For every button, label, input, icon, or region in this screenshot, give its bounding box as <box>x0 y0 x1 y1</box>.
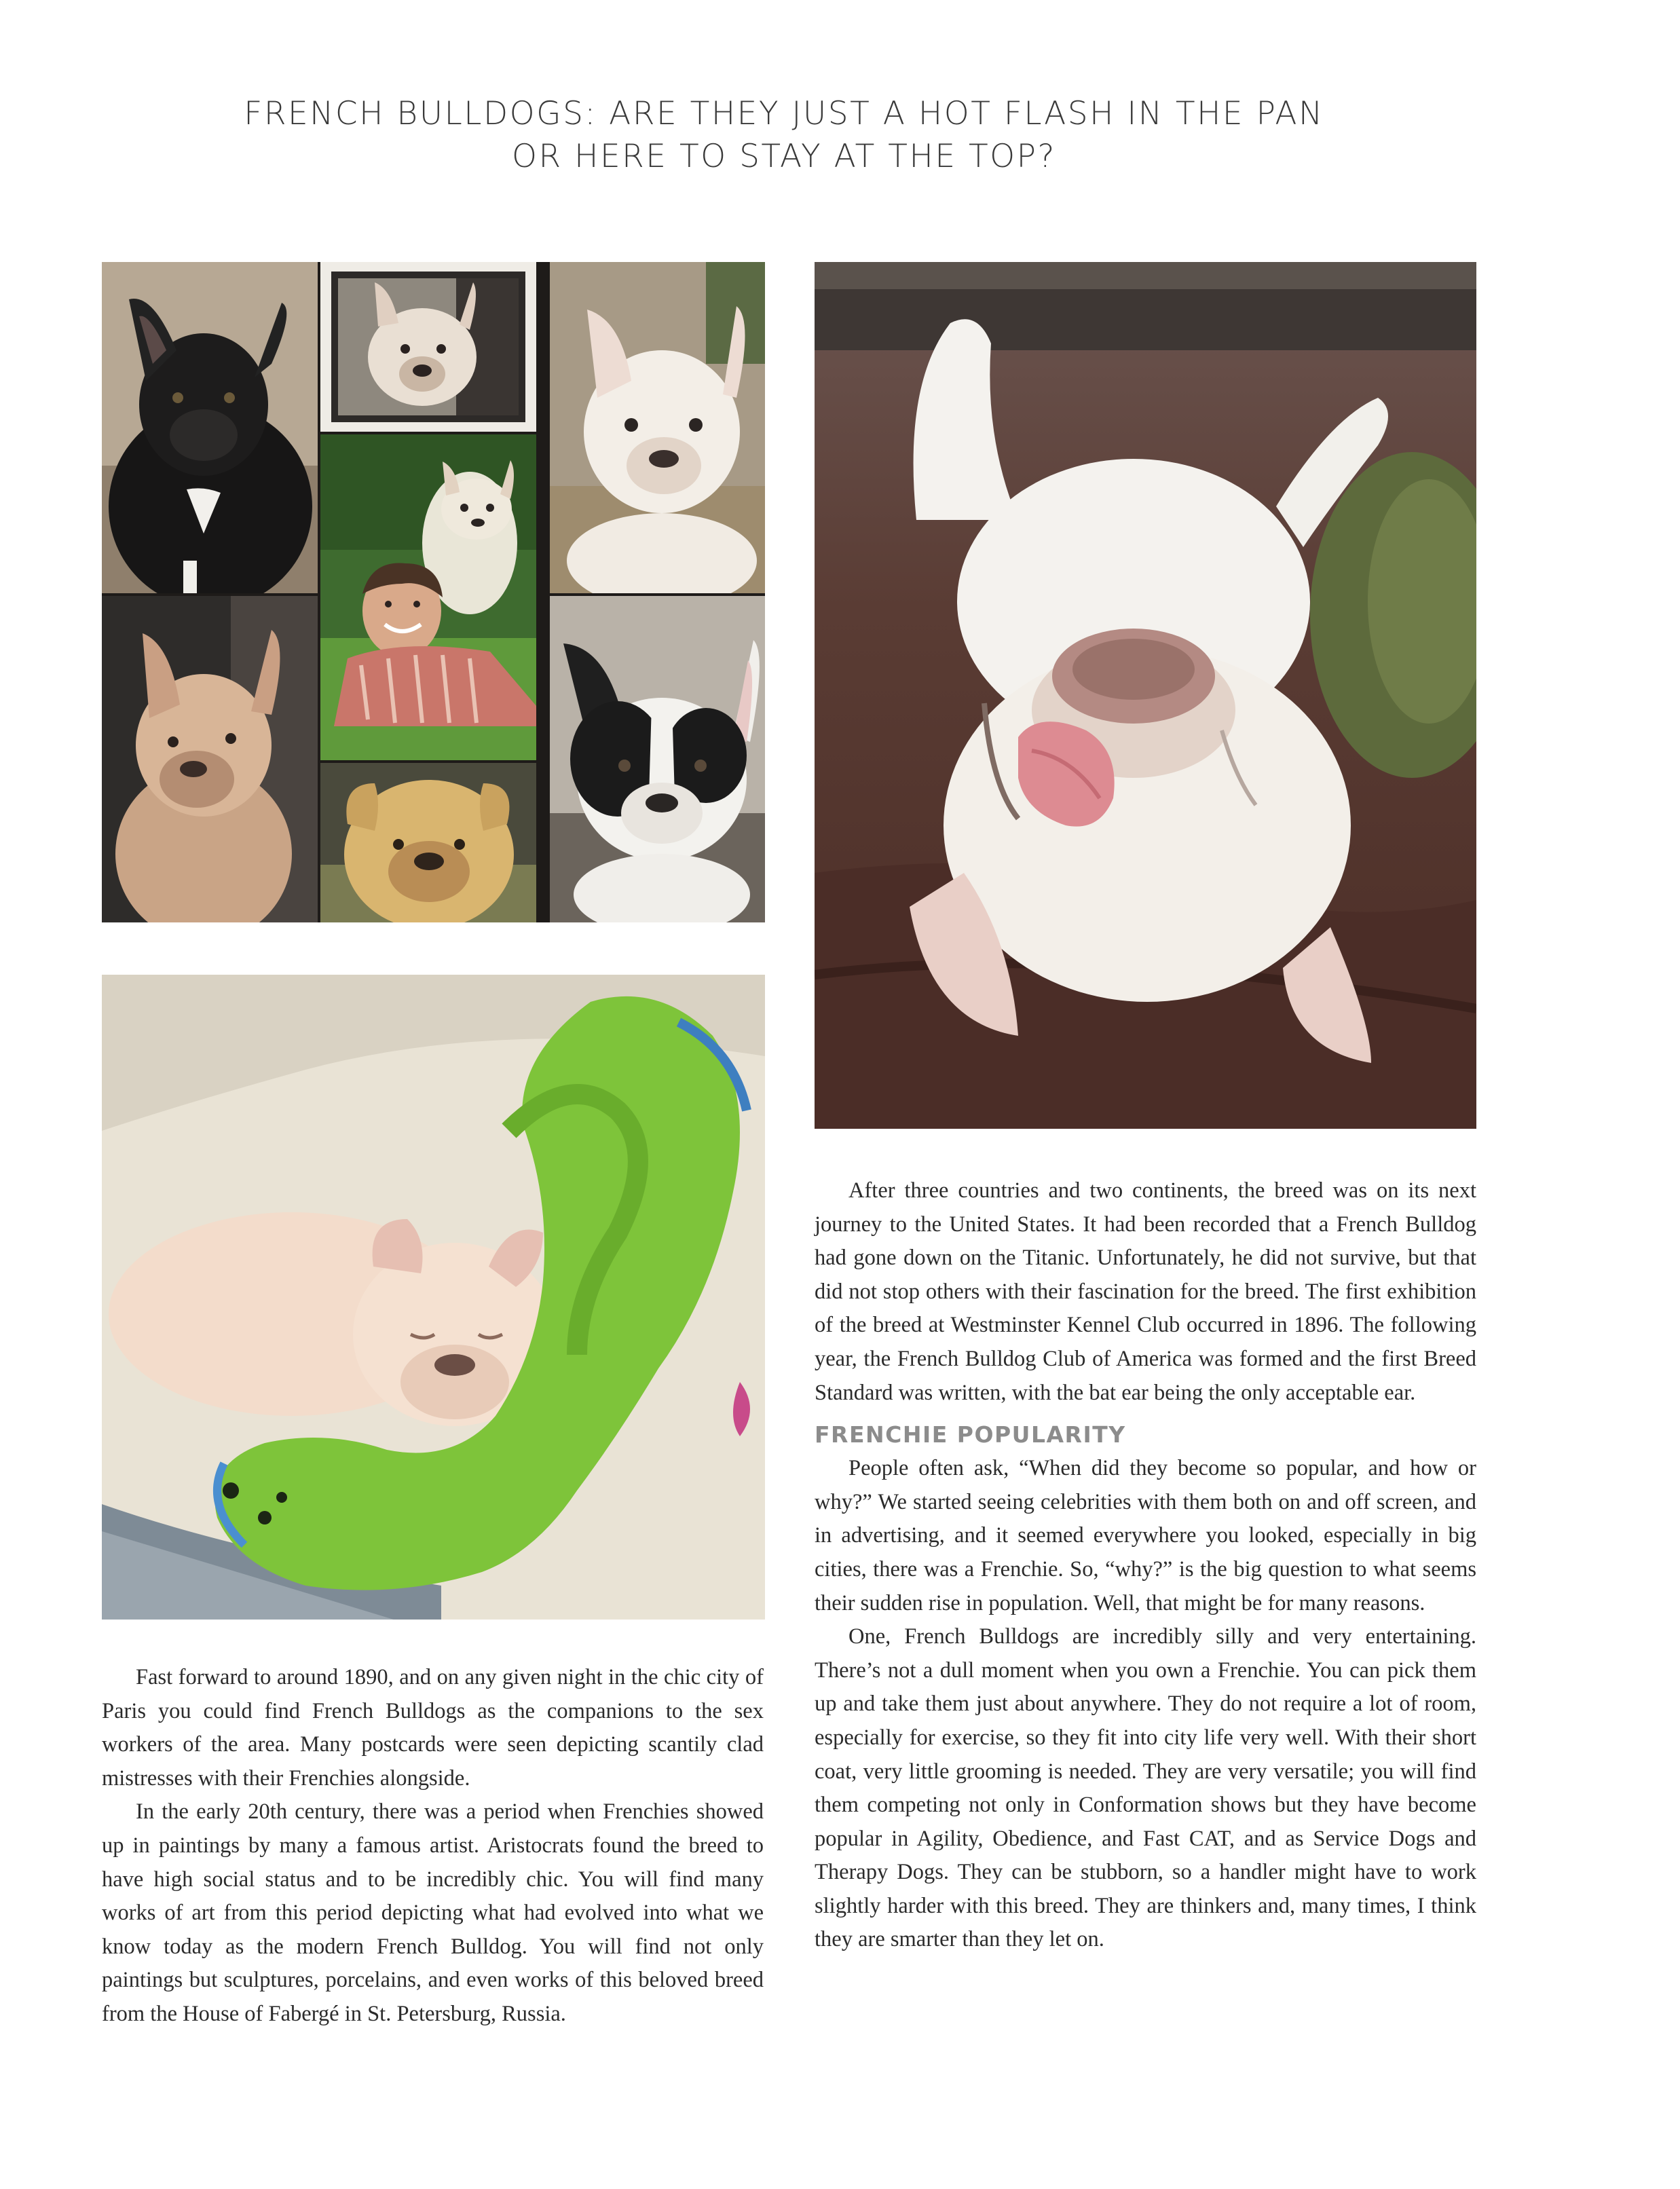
sleeping-puppy-photo <box>102 975 765 1620</box>
collage-tile-white-frenchie <box>550 262 765 593</box>
collage-tile-man-with-frenchie <box>320 434 536 760</box>
left-text-column <box>102 1661 764 2032</box>
body-paragraph: In the early 20th century, there was a period when Frenchies showed up in paintings by many a famous artist. Aristocrats found the breed to have high social status and to be incredibly chic. You will find many works of art from this period depicting what had evolved into what we know today as the modern French Bulldog. You will find not only paintings but sculptures, porcelains, and even works of this beloved breed from the House of Fabergé in St. Petersburg, Russia. <box>102 1799 764 2026</box>
puppy-photo-icon <box>102 975 765 1620</box>
collage-tile-golden-frenchie <box>320 763 536 922</box>
black-frenchie-icon <box>102 262 318 593</box>
white-frenchie-icon <box>550 262 765 593</box>
body-paragraph: After three countries and two continents, the breed was on its next journey to the United States. It had been recorded that a French Bulldog had gone down on the Titanic. Unfortunately, he did not survive, but that did not stop others with their fascination for the breed. The first exhibition of the breed at Westminster Kennel Club occurred in 1896. The following year, the French Bulldog Club of America was formed and the first Breed Standard was written, with the bat ear being the only acceptable ear. <box>815 1178 1476 1405</box>
framed-frenchie-icon <box>320 262 536 432</box>
section-heading-frenchie-popularity: FRENCHIE POPULARITY <box>815 1421 1126 1448</box>
page-title-line-1: FRENCH BULLDOGS: ARE THEY JUST A HOT FLASH IN THE PAN <box>244 95 1324 132</box>
collage-tile-pied-frenchie <box>550 596 765 922</box>
dog-photo-icon <box>815 262 1476 1129</box>
fawn-frenchie-icon <box>102 596 318 922</box>
collage-tile-fawn-frenchie <box>102 596 318 922</box>
page-title <box>102 92 1466 178</box>
golden-frenchie-icon <box>320 763 536 922</box>
body-paragraph: Fast forward to around 1890, and on any given night in the chic city of Paris you could find French Bulldogs as the companions to the sex workers of the area. Many postcards were seen depicting scantily clad mistresses with their Frenchies alongside. <box>102 1665 764 1791</box>
body-paragraph: People often ask, “When did they become so popular, and how or why?” We started seeing celebrities with them both on and off screen, and in advertising, and it seemed everywhere you looked, especially in big cities, there was a Frenchie. So, “why?” is the big question to what seems their sudden rise in population. Well, that might be for many reasons. <box>815 1456 1476 1615</box>
pied-frenchie-icon <box>550 596 765 922</box>
collage-tile-framed-frenchie <box>320 262 536 432</box>
collage-tile-black-frenchie <box>102 262 318 593</box>
upside-down-frenchie-photo <box>815 262 1476 1129</box>
right-text-column <box>815 1174 1476 1957</box>
body-paragraph: One, French Bulldogs are incredibly silly and very entertaining. There’s not a dull moment when you own a Frenchie. You can pick them up and take them just about anywhere. They do not require a lot of room, especially for exercise, so they fit into city life very well. With their short coat, very little grooming is needed. They are very versatile; you will find them competing not only in Conformation shows but they have become popular in Agility, Obedience, and Fast CAT, and as Service Dogs and Therapy Dogs. They can be stubborn, so a handler might have to work slightly harder with this breed. They are thinkers and, many times, I think they are smarter than they let on. <box>815 1624 1476 1952</box>
french-bulldog-collage <box>102 262 765 922</box>
man-with-frenchie-icon <box>320 434 536 760</box>
page-title-line-2: OR HERE TO STAY AT THE TOP? <box>512 138 1056 175</box>
